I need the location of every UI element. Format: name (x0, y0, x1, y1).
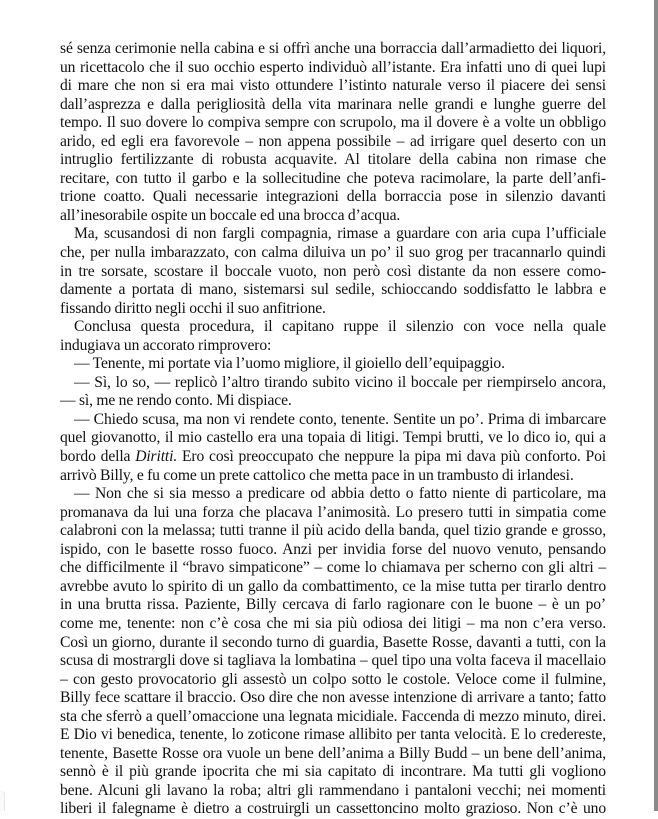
window-edge-scrollbar[interactable] (654, 0, 658, 811)
text-line: quel giovanotto, il mio castello era una topaia di litigi. Tempi brutti, ve lo dico io, qui a (60, 429, 606, 447)
text-line: E Dio vi benedica, tenente, lo zoticone rimase allibito per tanta velocità. E lo credereste, (60, 726, 606, 744)
text-line: arrivò Billy, e fu come un prete cattolico che metta pace in un trambusto di irlandesi. (60, 466, 574, 484)
text-line: in una brutta rissa. Paziente, Billy cercava di farlo ragionare con le buone – è un po’ (60, 596, 606, 614)
text-line: che difficilmente il “bravo simpaticone” – come lo chiamava per scherno con gli altri – (60, 559, 606, 577)
text-line: sta che sferrò a quell’omaccione una legnata micidiale. Faccenda di mezzo minuto, direi. (60, 707, 606, 725)
text-line: indugiava un accorato rimprovero: (60, 336, 272, 354)
text-line: – con gesto provocatorio gli assestò un colpo sotto le costole. Veloce come il fulmine, (60, 670, 606, 688)
text-line: liberi il falegname è dietro a costruirgli un cassettoncino molto grazioso. Non c’è uno (60, 800, 606, 818)
text-line: Conclusa questa procedura, il capitano ruppe il silenzio con voce nella quale (74, 318, 606, 336)
text-line: fissando diritto negli occhi il suo anfitrione. (60, 299, 326, 317)
text-line: arido, ed egli era favorevole – non appena possibile – ad irrigare quel deserto con un (60, 132, 606, 150)
text-line: intruglio fertilizzante di robusta acquavite. Al titolare della cabina non rimase che (60, 151, 606, 169)
text-line: bene. Alcuni gli lavano la roba; altri gli rammendano i pantaloni vecchi; nei momenti (60, 781, 606, 799)
text-line: Billy fece scattare il braccio. Oso dire che non avesse intenzione di arrivare a tanto; fatto (60, 689, 606, 707)
text-line: calabroni con la melassa; tutti tranne il più acido della banda, quel tizio grande e grosso, (60, 522, 606, 540)
text-line: — Non che si sia messo a predicare od abbia detto o fatto niente di particolare, ma (74, 485, 606, 503)
text-line: — Chiedo scusa, ma non vi rendete conto, tenente. Sentite un po’. Prima di imbarcare (74, 410, 606, 428)
text-line: trione coatto. Quali necessarie integrazioni della borraccia pose in silenzio davanti (60, 188, 606, 206)
text-line: ispido, con le basette rosso fuoco. Anzi per invidia forse del nuovo venuto, pensando (60, 540, 606, 558)
text-line: recitare, con tutto il garbo e la sollecitudine che poteva racimolare, la parte dell’anfi- (60, 169, 606, 187)
text-line: avrebbe avuto lo spirito di un gallo da combattimento, ce la mise tutta per tirarlo dentro (60, 577, 606, 595)
text-segment: bordo della (60, 448, 136, 466)
text-line: tenente, Basette Rosse ora vuole un bene dell’anima a Billy Budd – un bene dell’anima, (60, 744, 606, 762)
text-line: tempo. Il suo dovere lo compiva sempre con scrupolo, ma il dovere è a volte un obbligo (60, 114, 606, 132)
text-line: che, per nulla imbarazzato, con calma diluiva un po’ il suo grog per tracannarlo quindi (60, 244, 606, 262)
text-line: all’inesorabile ospite un boccale ed una brocca d’acqua. (60, 206, 401, 224)
text-line: — Tenente, mi portate via l’uomo migliore, il gioiello dell’equipaggio. (74, 355, 505, 373)
text-line: promanava da lui una forza che placava l’animosità. Lo presero tutti in simpatia come (60, 503, 606, 521)
body-text (60, 40, 606, 819)
document-page (60, 40, 606, 819)
text-line (60, 448, 606, 467)
text-line: come me, tenente: non c’è cosa che mi sia più odiosa dei litigi – ma non c’era verso. (60, 614, 606, 632)
text-line: di mare che non si era mai visto ottundere l’istinto naturale verso il piacere dei sensi (60, 77, 606, 95)
text-line: in tre sorsate, scostare il boccale vuoto, non però così distante da non essere como- (60, 262, 606, 280)
text-line: — Sì, lo so, — replicò l’altro tirando subito vicino il boccale per riempirselo ancora, (74, 373, 606, 391)
text-line: damente a portata di mano, sistemarsi sul sedile, schioccando soddisfatto le labbra e (60, 281, 606, 299)
text-line: dall’asprezza e dalla perigliosità della vita marinara nelle grandi e lunghe guerre del (60, 95, 606, 113)
text-line: Così un giorno, durante il secondo turno di guardia, Basette Rosse, davanti a tutti, con la (60, 633, 606, 651)
text-segment: Ero così preoccupato che neppure la pipa mi dava più conforto. Poi (177, 448, 606, 466)
text-line: sé senza cerimonie nella cabina e si offrì anche una borraccia dall’armadietto dei liquori, (60, 40, 606, 57)
text-line: scusa di mostrargli dove si tagliava la lombatina – quel tipo una volta faceva il macellaio (60, 652, 606, 670)
text-line: un ricettacolo che il suo occhio esperto individuò all’istante. Era infatti uno di quei lupi (60, 58, 606, 76)
text-line: sennò è il più grande ipocrita che mi sia capitato di incontrare. Ma tutti gli vogliono (60, 763, 606, 781)
text-line: — sì, me ne rendo conto. Mi dispiace. (60, 392, 292, 410)
window-corner (0, 791, 5, 811)
ship-name-italic: Diritti. (135, 448, 178, 466)
text-line: Ma, scusandosi di non fargli compagnia, rimase a guardare con aria cupa l’ufficiale (74, 225, 606, 243)
